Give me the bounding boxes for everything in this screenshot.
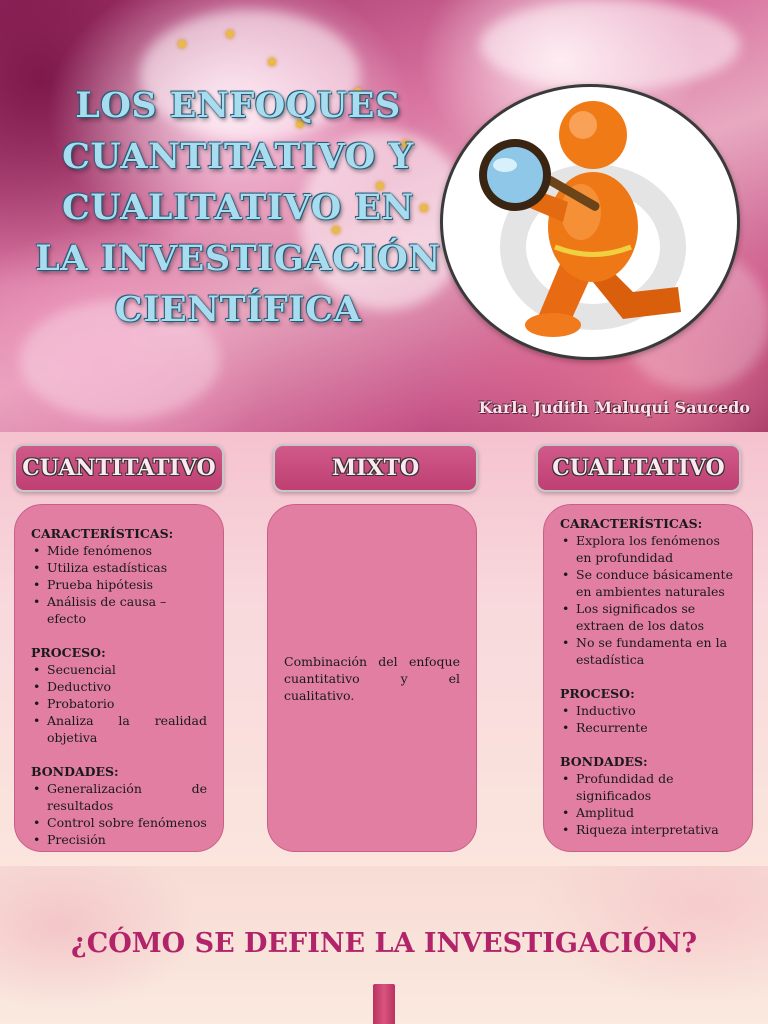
list-item: • Los significados se extraen de los datos: [560, 600, 738, 634]
author-name: Karla Judith Maluqui Saucedo: [478, 398, 750, 417]
list-item: • Prueba hipótesis: [31, 576, 207, 593]
title-line: CUANTITATIVO Y: [62, 136, 414, 177]
list-item: • Riqueza interpretativa: [560, 821, 738, 838]
cuantitativo-header: CUANTITATIVO: [14, 444, 224, 492]
section-title: CARACTERÍSTICAS:: [31, 526, 174, 541]
list-item: • Amplitud: [560, 804, 738, 821]
comparison-section: [0, 432, 768, 866]
characteristics-list: [560, 532, 738, 668]
benefits-list: [31, 780, 207, 848]
list-item: • No se fundamenta en la estadística: [560, 634, 738, 668]
section-title: BONDADES:: [31, 764, 119, 779]
list-item: • Deductivo: [31, 678, 207, 695]
cualitativo-header: CUALITATIVO: [536, 444, 741, 492]
title-line: LOS ENFOQUES: [75, 85, 401, 126]
magnifying-glass-figure-icon: [440, 84, 740, 360]
list-item: • Recurrente: [560, 719, 738, 736]
page-title: [28, 80, 448, 335]
list-item: • Utiliza estadísticas: [31, 559, 207, 576]
cualitativo-box: [543, 504, 753, 852]
list-item: • Probatorio: [31, 695, 207, 712]
list-item: • Generalización de resultados: [31, 780, 207, 814]
title-line: CIENTÍFICA: [114, 289, 362, 330]
list-item: • Explora los fenómenos en profundidad: [560, 532, 738, 566]
process-list: [31, 661, 207, 746]
list-item: • Analiza la realidad objetiva: [31, 712, 207, 746]
header-banner: [0, 0, 768, 432]
list-item: • Precisión: [31, 831, 207, 848]
question-heading: ¿CÓMO SE DEFINE LA INVESTIGACIÓN?: [70, 928, 698, 959]
list-item: • Secuencial: [31, 661, 207, 678]
benefits-list: [560, 770, 738, 838]
section-title: PROCESO:: [560, 686, 635, 701]
list-item: • Profundidad de significados: [560, 770, 738, 804]
cuantitativo-box: [14, 504, 224, 852]
list-item: • Mide fenómenos: [31, 542, 207, 559]
process-list: [560, 702, 738, 736]
section-title: CARACTERÍSTICAS:: [560, 516, 703, 531]
list-item: • Se conduce básicamente en ambientes naturales: [560, 566, 738, 600]
list-item: • Control sobre fenómenos: [31, 814, 207, 831]
down-arrow-icon: [373, 984, 395, 1024]
question-section: [0, 866, 768, 1024]
characteristics-list: [31, 542, 207, 627]
section-title: BONDADES:: [560, 754, 648, 769]
section-title: PROCESO:: [31, 645, 106, 660]
title-line: CUALITATIVO EN: [61, 187, 415, 228]
mixto-header: MIXTO: [273, 444, 478, 492]
mixto-box: [267, 504, 477, 852]
list-item: • Inductivo: [560, 702, 738, 719]
list-item: • Análisis de causa – efecto: [31, 593, 207, 627]
mixto-description: Combinación del enfoque cuantitativo y el cualitativo.: [284, 653, 460, 703]
title-line: LA INVESTIGACIÓN: [35, 238, 441, 279]
